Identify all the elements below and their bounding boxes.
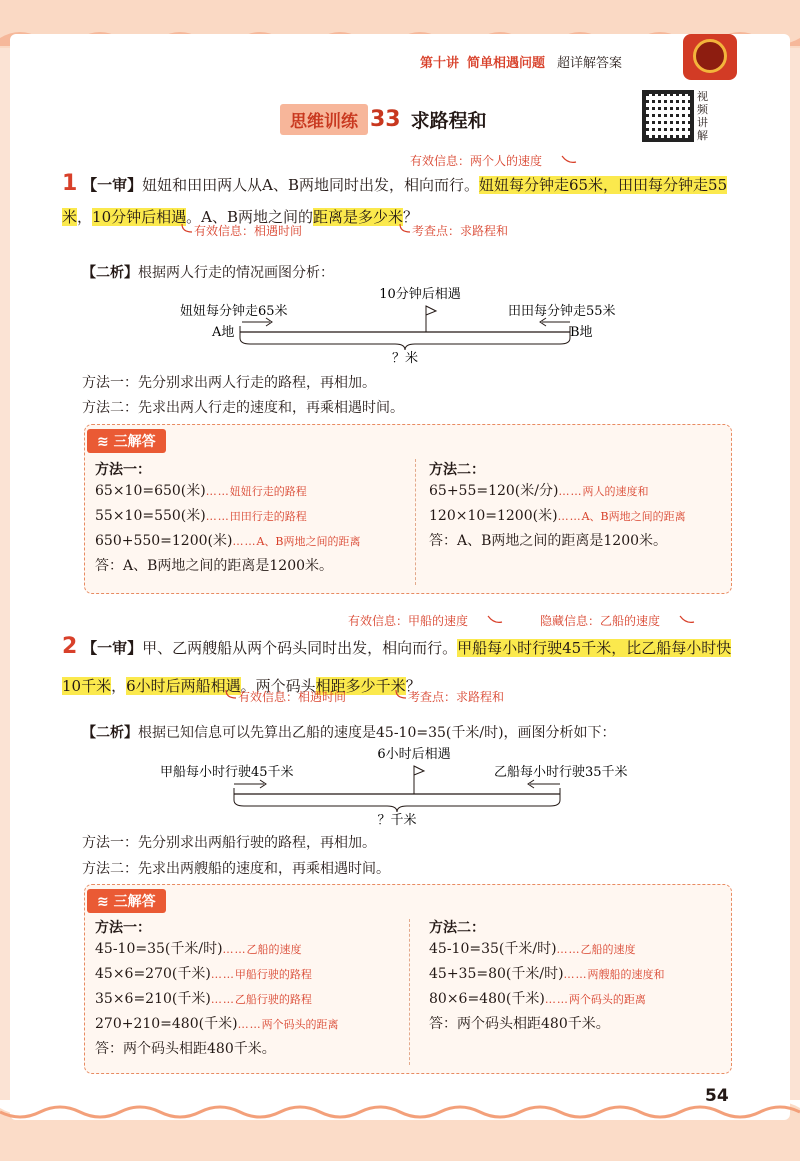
section-title: [280, 104, 487, 134]
p1-step1-tag: 【一审】: [82, 176, 143, 194]
equation: 65×10=650(米): [95, 483, 206, 499]
p2-note-bottom2-arrow-icon: [392, 688, 408, 702]
p1-text-a: 妞妞和田田两人从A、B两地同时出发，相向而行。: [142, 176, 479, 194]
p2-number: 2: [62, 634, 78, 659]
p2-left-row: 45-10=35(千米/时)……乙船的速度: [95, 941, 302, 957]
equation: 650+550=1200(米): [95, 533, 233, 549]
p2-diagram-right-label: 乙船每小时行驶35千米: [494, 765, 628, 780]
header-lecture: 第十讲: [420, 56, 460, 71]
p2-note-bottom1: 有效信息：相遇时间: [238, 690, 347, 704]
p2-note-top1-arrow-icon: [486, 612, 504, 628]
p2-left-row: 45×6=270(千米)……甲船行驶的路程: [95, 966, 312, 982]
p1-number: 1: [62, 171, 78, 196]
p2-right-row: 45+35=80(千米/时)……两艘船的速度和: [429, 966, 665, 982]
logo-emblem: [693, 39, 727, 73]
qr-label: 视频讲解: [697, 90, 708, 142]
title-number: 33: [370, 106, 401, 132]
p2-answer-label: ≋ 三解答: [87, 889, 166, 913]
p2-method1-text: 方法一：先分别求出两船行驶的路程，再相加。: [82, 835, 376, 851]
p1-analysis-text: 根据两人行走的情况画图分析：: [138, 265, 334, 281]
p1-note-top-arrow-icon: [560, 152, 578, 168]
equation: 45-10=35(千米/时): [429, 941, 557, 957]
p1-left-row: 55×10=550(米)……田田行走的路程: [95, 508, 307, 524]
p1-answer-label-text: 三解答: [113, 434, 156, 450]
p1-left-answer: 答：A、B两地之间的距离是1200米。: [95, 558, 334, 574]
p1-answer-label: ≋ 三解答: [87, 429, 166, 453]
brand-logo-icon: [683, 34, 737, 80]
title-tag: 思维训练: [280, 104, 368, 135]
p2-text-a: 甲、乙两艘船从两个码头同时出发，相向而行。: [142, 639, 458, 657]
equation: 45×6=270(千米): [95, 966, 211, 982]
p1-left-row: 65×10=650(米)……妞妞行走的路程: [95, 483, 307, 499]
p1-brace: [240, 338, 570, 350]
p1-step2-tag: 【二析】: [82, 265, 138, 281]
p1-analysis: [82, 262, 334, 282]
equation-note: 两个码头的距离: [568, 993, 646, 1006]
equation-note: 两人的速度和: [582, 485, 649, 498]
p1-diagram: [170, 282, 640, 368]
p1-right-column: [429, 459, 686, 554]
p2-text-c: 。两个码头: [240, 677, 316, 695]
p2-highlight-question: 相距多少千米: [315, 677, 406, 695]
p1-method2-text: 方法二：先求出两人行走的速度和，再乘相遇时间。: [82, 400, 404, 416]
p1-note-bottom1-arrow-icon: [178, 222, 194, 236]
p2-left-row: 35×6=210(千米)……乙船行驶的路程: [95, 991, 312, 1007]
p2-brace: [234, 800, 560, 812]
p2-diagram-total: ？千米: [377, 813, 417, 828]
equation: 80×6=480(千米): [429, 991, 545, 1007]
p2-text-b: ，: [111, 677, 127, 695]
p2-right-row: 45-10=35(千米/时)……乙船的速度: [429, 941, 636, 957]
equation: 55×10=550(米): [95, 508, 206, 524]
p2-text-d: ？: [405, 677, 421, 695]
p2-step1-tag: 【一审】: [82, 639, 143, 657]
equation-note: 两个码头的距离: [261, 1018, 339, 1031]
p2-note-top1: 有效信息：甲船的速度: [348, 614, 469, 628]
p1-note-top: 有效信息：两个人的速度: [410, 154, 543, 168]
p2-note-bottom2: 考查点：求路程和: [408, 690, 505, 704]
p2-flag-icon: [414, 766, 424, 775]
p2-note-bottom1-arrow-icon: [222, 688, 238, 702]
p1-method1-text: 方法一：先分别求出两人行走的路程，再相加。: [82, 375, 376, 391]
p1-point-b: B地: [570, 325, 593, 340]
title-main: 求路程和: [410, 109, 487, 132]
p1-right-title: 方法二：: [429, 462, 485, 478]
p1-note-bottom1: 有效信息：相遇时间: [194, 224, 303, 238]
p2-diagram-left-label: 甲船每小时行驶45千米: [160, 765, 294, 780]
equation-note: A、B两地之间的距离: [581, 510, 686, 523]
p2-highlight-speed: 甲船每小时行驶45千米，比乙船每小时快10千米: [62, 639, 732, 695]
p1-note-bottom2: 考查点：求路程和: [412, 224, 509, 238]
p2-highlight-time: 6小时后两船相遇: [126, 677, 241, 695]
p2-left-row: 270+210=480(千米)……两个码头的距离: [95, 1016, 339, 1032]
p1-note-bottom2-arrow-icon: [396, 222, 412, 236]
qr-code-icon[interactable]: [642, 90, 694, 142]
equation: 65+55=120(米/分): [429, 483, 559, 499]
p1-left-column: [95, 459, 361, 579]
equation-note: A、B两地之间的距离: [256, 535, 361, 548]
p2-answer-box: [84, 884, 732, 1074]
equation-note: 乙船的速度: [580, 943, 636, 956]
p2-diagram: [160, 740, 670, 828]
p1-column-divider: [415, 459, 416, 585]
p2-column-divider: [409, 919, 410, 1065]
p2-left-answer: 答：两个码头相距480千米。: [95, 1041, 276, 1057]
page-number: 54: [705, 1086, 729, 1106]
p1-right-answer: 答：A、B两地之间的距离是1200米。: [429, 533, 668, 549]
equation: 270+210=480(千米): [95, 1016, 238, 1032]
p1-left-title: 方法一：: [95, 462, 151, 478]
header-book: 超详解答案: [557, 56, 623, 71]
p1-point-a: A地: [212, 325, 235, 340]
p2-step2-tag: 【二析】: [82, 725, 138, 741]
equation: 45-10=35(千米/时): [95, 941, 223, 957]
p2-analysis-text: 根据已知信息可以先算出乙船的速度是45-10=35(千米/时)，画图分析如下：: [138, 725, 616, 741]
header-topic: 简单相遇问题: [467, 56, 546, 71]
equation-note: 妞妞行走的路程: [229, 485, 307, 498]
equation: 45+35=80(千米/时): [429, 966, 564, 982]
p1-right-row: 65+55=120(米/分)……两人的速度和: [429, 483, 649, 499]
p2-right-title: 方法二：: [429, 920, 485, 936]
equation-note: 甲船行驶的路程: [234, 968, 312, 981]
equation: 120×10=1200(米): [429, 508, 558, 524]
p1-highlight-time: 10分钟后相遇: [92, 208, 187, 226]
running-header: [420, 52, 622, 71]
p1-diagram-total: ？米: [391, 351, 419, 366]
p1-diagram-meet: 10分钟后相遇: [379, 287, 461, 302]
equation-note: 田田行走的路程: [229, 510, 307, 523]
p1-flag-icon: [426, 306, 436, 315]
p2-right-answer: 答：两个码头相距480千米。: [429, 1016, 610, 1032]
p1-diagram-right-label: 田田每分钟走55米: [508, 304, 616, 319]
equation: 35×6=210(千米): [95, 991, 211, 1007]
p2-note-top2: 隐藏信息：乙船的速度: [540, 614, 661, 628]
p2-right-column: [429, 917, 665, 1037]
equation-note: 乙船行驶的路程: [234, 993, 312, 1006]
p1-highlight-question: 距离是多少米: [312, 208, 403, 226]
p1-right-row: 120×10=1200(米)……A、B两地之间的距离: [429, 508, 686, 524]
p1-text-b: ，: [77, 208, 93, 226]
p1-highlight-speed: 妞妞每分钟走65米，田田每分钟走55米: [62, 176, 728, 226]
equation-note: 乙船的速度: [246, 943, 302, 956]
p2-diagram-meet: 6小时后相遇: [377, 747, 451, 762]
p1-diagram-left-label: 妞妞每分钟走65米: [180, 304, 288, 319]
equation-note: 两艘船的速度和: [587, 968, 665, 981]
p2-left-title: 方法一：: [95, 920, 151, 936]
p2-note-top2-arrow-icon: [678, 612, 696, 628]
bottom-wave-decoration: [0, 1100, 800, 1122]
p2-method2-text: 方法二：先求出两艘船的速度和，再乘相遇时间。: [82, 861, 390, 877]
p2-analysis: [82, 722, 616, 742]
p1-left-row: 650+550=1200(米)……A、B两地之间的距离: [95, 533, 361, 549]
p1-text-c: 。A、B两地之间的: [186, 208, 313, 226]
p1-answer-box: [84, 424, 732, 594]
p1-text-d: ？: [403, 208, 419, 226]
p2-answer-label-text: 三解答: [113, 894, 156, 910]
p2-right-row: 80×6=480(千米)……两个码头的距离: [429, 991, 646, 1007]
p2-left-column: [95, 917, 339, 1062]
